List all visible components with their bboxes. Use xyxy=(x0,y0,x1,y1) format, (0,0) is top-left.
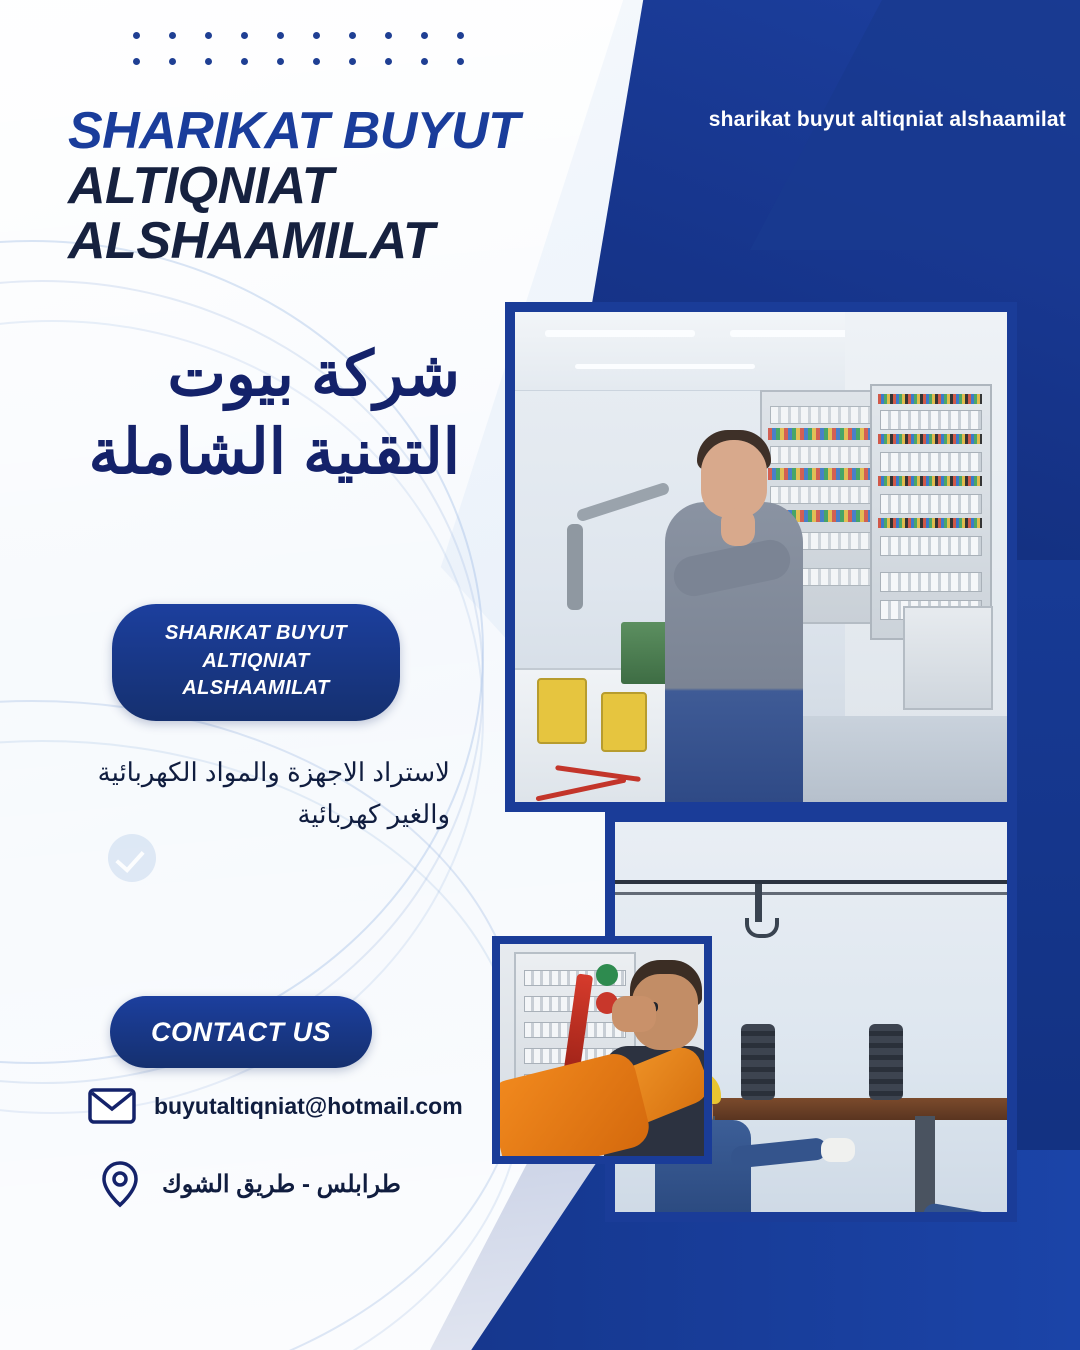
dot xyxy=(205,32,212,39)
dot-grid-decoration xyxy=(118,22,478,74)
envelope-icon xyxy=(88,1082,136,1130)
contact-email-row[interactable] xyxy=(88,1082,463,1130)
company-name-badge xyxy=(112,604,400,721)
dot xyxy=(133,58,140,65)
dot xyxy=(349,58,356,65)
dot xyxy=(385,58,392,65)
dot xyxy=(241,58,248,65)
badge-line-3: ALSHAAMILAT xyxy=(182,677,330,700)
headline-arabic-line-2: التقنية الشاملة xyxy=(88,417,460,487)
dot xyxy=(169,32,176,39)
contact-email-text: buyutaltiqniat@hotmail.com xyxy=(154,1092,463,1119)
contact-address-row xyxy=(96,1160,401,1208)
dot xyxy=(457,32,464,39)
technician-electrical-panel-photo xyxy=(505,302,1017,812)
dot xyxy=(277,58,284,65)
contact-address-text: طرابلس - طريق الشوك xyxy=(162,1170,401,1198)
headline-arabic xyxy=(40,336,460,491)
page-title xyxy=(68,104,538,269)
dot xyxy=(457,58,464,65)
headline-line-1: SHARIKAT BUYUT xyxy=(68,102,520,160)
services-description-arabic xyxy=(30,752,450,835)
dot xyxy=(313,58,320,65)
map-pin-icon xyxy=(96,1160,144,1208)
headline-line-2: ALTIQNIAT xyxy=(68,157,334,216)
top-right-company-tag: sharikat buyut altiqniat alshaamilat xyxy=(708,108,1066,131)
contact-us-button[interactable]: CONTACT US xyxy=(110,996,372,1068)
dot xyxy=(349,32,356,39)
badge-line-1: SHARIKAT BUYUT xyxy=(165,622,347,644)
services-line-2: والغير كهربائية xyxy=(297,798,450,829)
badge-line-2: ALTIQNIAT xyxy=(202,649,310,672)
services-line-1: لاستراد الاجهزة والمواد الكهربائية xyxy=(97,757,450,787)
headline-arabic-line-1: شركة بيوت xyxy=(167,340,460,409)
dot xyxy=(133,32,140,39)
dot xyxy=(421,32,428,39)
dot xyxy=(277,32,284,39)
dot xyxy=(313,32,320,39)
check-watermark-icon xyxy=(108,834,156,882)
dot xyxy=(421,58,428,65)
headline-line-3: ALSHAAMILAT xyxy=(68,212,435,271)
dot xyxy=(385,32,392,39)
dot xyxy=(169,58,176,65)
dot xyxy=(205,58,212,65)
dot xyxy=(241,32,248,39)
panel-wiring-closeup-photo xyxy=(492,936,712,1164)
